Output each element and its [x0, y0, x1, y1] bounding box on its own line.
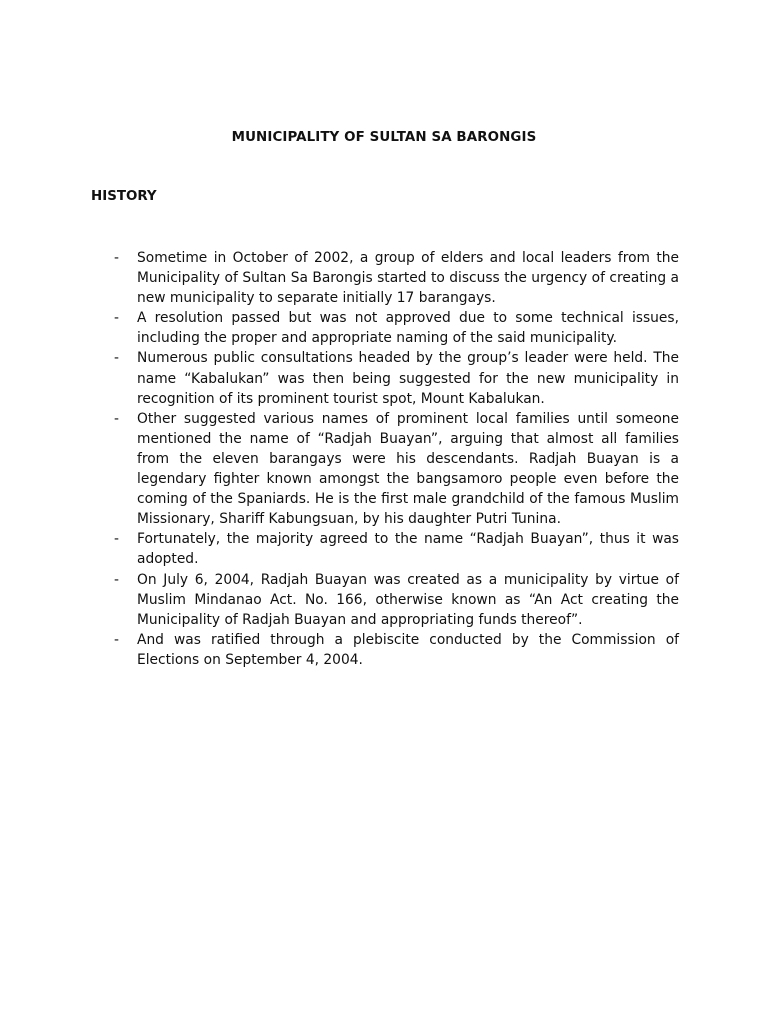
list-item-text: Other suggested various names of prominent local families until someone mentioned the name of “Radjah Buayan”, arguing that almost all families from the eleven barangays were his descendants. Radjah Buayan is a legendary fighter known amongst the bangsamoro people even before the coming of the Spaniards. He is the first male grandchild of the famous Muslim Missionary, Shariff Kabungsuan, by his daughter Putri Tunina. — [137, 410, 679, 528]
bullet-dash: - — [114, 571, 119, 588]
bullet-dash: - — [114, 310, 119, 327]
bullet-dash: - — [114, 350, 119, 367]
section-heading-history: HISTORY — [91, 189, 157, 204]
list-item — [114, 348, 679, 408]
list-item — [114, 570, 679, 630]
list-item-text: Sometime in October of 2002, a group of elders and local leaders from the Municipality of Sultan Sa Barongis started to discuss the urgency of creating a new municipality to separate initially 17 barangays. — [137, 250, 679, 307]
list-item-text: Fortunately, the majority agreed to the name “Radjah Buayan”, thus it was adopted. — [137, 531, 679, 568]
list-item-text: Numerous public consultations headed by the group’s leader were held. The name “Kabalukan” was then being suggested for the new municipality in recognition of its prominent tourist spot, Mount Kabalukan. — [137, 350, 679, 407]
list-item — [114, 529, 679, 569]
list-item — [114, 248, 679, 308]
list-item — [114, 630, 679, 670]
list-item — [114, 409, 679, 530]
history-list — [114, 248, 679, 670]
bullet-dash: - — [114, 250, 119, 266]
list-item — [114, 308, 679, 348]
list-item-text: On July 6, 2004, Radjah Buayan was created as a municipality by virtue of Muslim Mindanao Act. No. 166, otherwise known as “An Act creating the Municipality of Radjah Buayan and appropriating funds thereof”. — [137, 571, 679, 628]
document-title: MUNICIPALITY OF SULTAN SA BARONGIS — [231, 130, 537, 145]
bullet-dash: - — [114, 531, 119, 548]
list-item-text: And was ratified through a plebiscite conducted by the Commission of Elections on September 4, 2004. — [137, 631, 679, 668]
list-item-text: A resolution passed but was not approved due to some technical issues, including the proper and appropriate naming of the said municipality. — [137, 310, 679, 347]
bullet-dash: - — [114, 631, 119, 648]
bullet-dash: - — [114, 410, 119, 427]
